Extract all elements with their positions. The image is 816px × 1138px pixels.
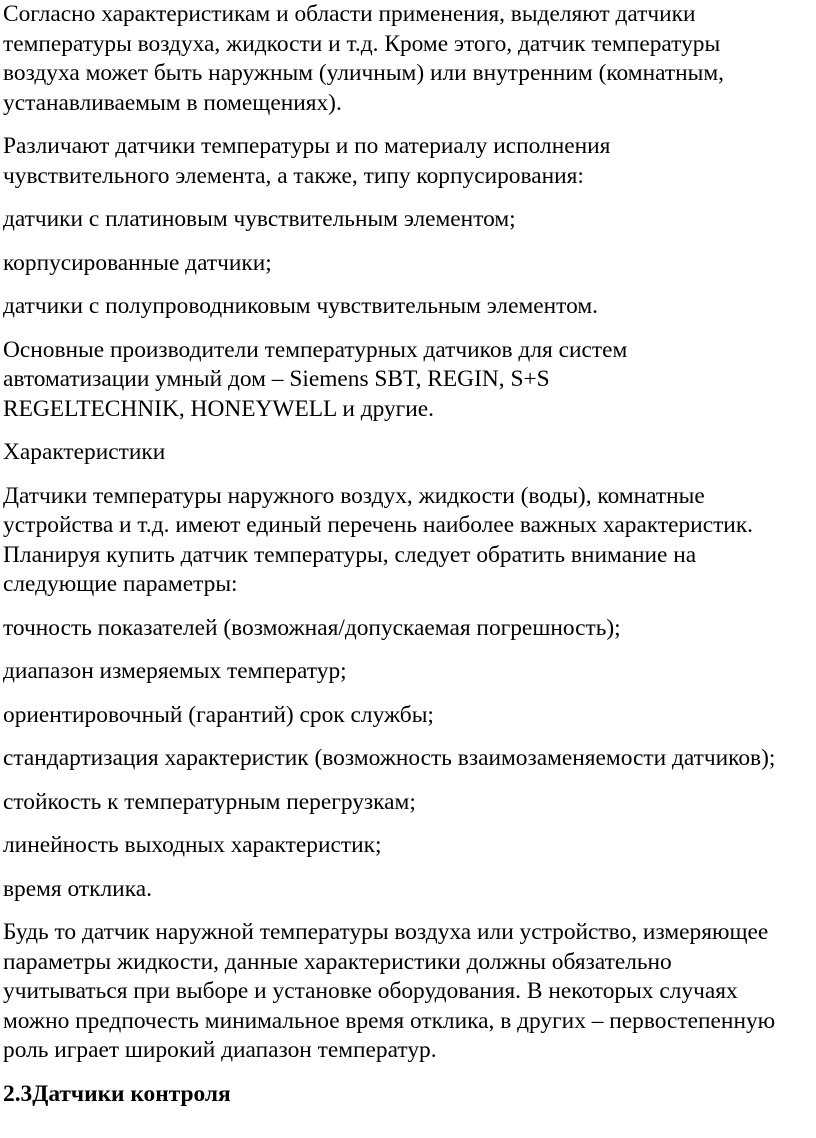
section-heading: 2.3Датчики контроля [3, 1080, 231, 1107]
text-line: REGELTECHNIK, HONEYWELL и другие. [3, 395, 435, 422]
paragraph [3, 614, 816, 644]
text-line: точность показателей (возможная/допускаемая погрешность); [3, 614, 621, 641]
paragraph [3, 438, 816, 468]
text-line: Планируя купить датчик температуры, следует обратить внимание на [3, 541, 697, 568]
text-line: Различают датчики температуры и по материалу исполнения [3, 133, 611, 159]
text-line: воздуха может быть наружным (уличным) или внутренним (комнатным, [3, 60, 724, 86]
paragraph [3, 292, 816, 322]
paragraph [3, 657, 816, 687]
text-line: устанавливаемым в помещениях). [3, 89, 342, 116]
text-line: стойкость к температурным перегрузкам; [3, 788, 416, 815]
text-line: чувствительного элемента, а также, типу корпусирования: [3, 162, 584, 189]
paragraph [3, 249, 816, 279]
paragraph [3, 788, 816, 818]
text-line: корпусированные датчики; [3, 249, 272, 276]
text-line: диапазон измеряемых температур; [3, 658, 347, 684]
paragraph [3, 701, 816, 731]
text-line: можно предпочесть минимальное время отклика, в других – первостепенную [3, 1007, 776, 1034]
text-line: стандартизация характеристик (возможность взаимозаменяемости датчиков); [3, 745, 776, 771]
paragraph [3, 831, 816, 861]
text-line: Основные производители температурных датчиков для систем [3, 336, 628, 363]
paragraph [3, 205, 816, 235]
text-line: следующие параметры: [3, 571, 238, 597]
text-line: датчики с полупроводниковым чувствительным элементом. [3, 293, 598, 319]
paragraph [3, 744, 816, 774]
paragraph [3, 336, 816, 425]
text-line: линейность выходных характеристик; [3, 832, 382, 858]
text-line: Согласно характеристикам и области применения, выделяют датчики [3, 1, 696, 27]
paragraph [3, 875, 816, 905]
paragraph [3, 132, 816, 191]
paragraph [3, 0, 816, 118]
text-line: Будь то датчик наружной температуры воздуха или устройство, измеряющее [3, 919, 769, 945]
text-line: учитываться при выборе и установке оборудования. В некоторых случаях [3, 978, 738, 1004]
text-line: время отклика. [3, 875, 152, 902]
text-line: температуры воздуха, жидкости и т.д. Кроме этого, датчик температуры [3, 30, 721, 57]
text-line: устройства и т.д. имеют единый перечень наиболее важных характеристик. [3, 512, 754, 538]
text-line: Датчики температуры наружного воздух, жидкости (воды), комнатные [3, 482, 705, 509]
text-line: роль играет широкий диапазон температур. [3, 1037, 437, 1063]
text-line: параметры жидкости, данные характеристики должны обязательно [3, 948, 672, 975]
text-line: Характеристики [3, 439, 166, 465]
document-body [3, 0, 816, 1066]
paragraph [3, 918, 816, 1066]
text-line: автоматизации умный дом – Siemens SBT, REGIN, S+S [3, 366, 550, 392]
text-line: ориентировочный (гарантий) срок службы; [3, 701, 434, 728]
text-line: датчики с платиновым чувствительным элементом; [3, 206, 516, 232]
paragraph [3, 482, 816, 600]
